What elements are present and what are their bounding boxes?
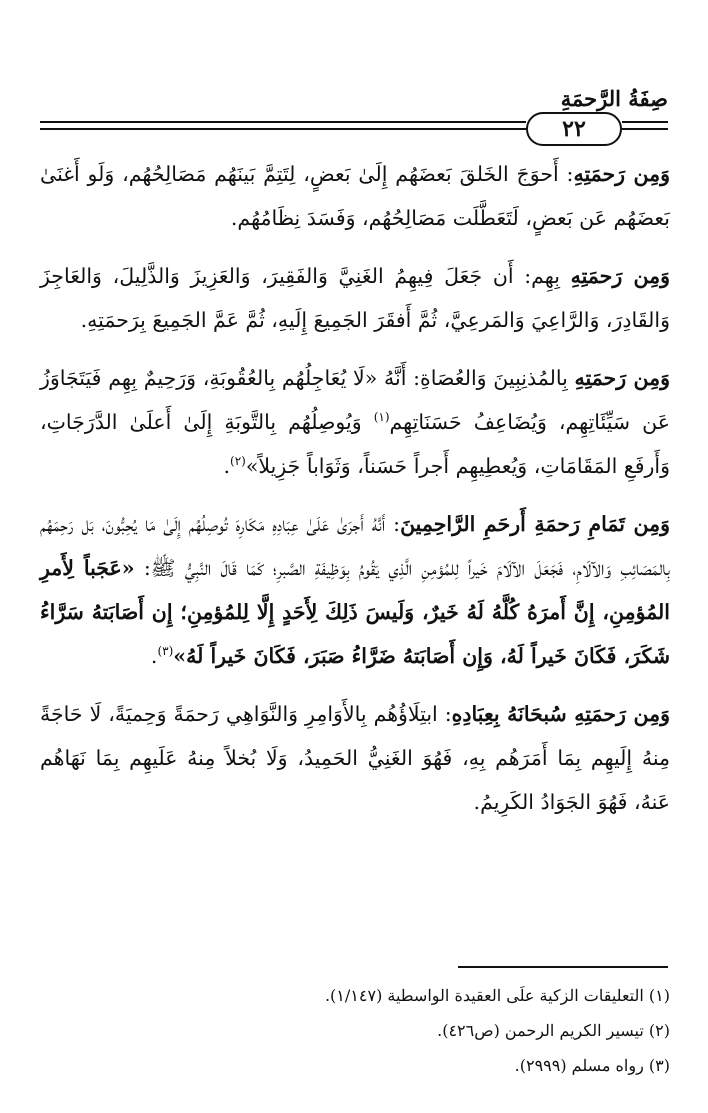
- paragraph-text: .: [223, 454, 231, 478]
- paragraph-text: بِهِم: أَن جَعَلَ فِيهِمُ الغَنِيَّ وَالفَقِيرَ، وَالعَزِيزَ وَالذَّلِيلَ، وَالعَاجِزَ وَالقَادِرَ، وَالرَّاعِيَ وَالمَرعِيَّ، ثُمَّ أَفقَرَ الجَمِيعَ إِلَيهِ، ثُمَّ عَمَّ الجَمِيعَ بِرَحمَتِهِ.: [40, 264, 670, 332]
- footnote-ref-3[interactable]: (٣): [157, 644, 174, 659]
- paragraph-lead: وَمِن تَمَامِ رَحمَةِ أَرحَمِ الرَّاحِمِينَ: [400, 512, 670, 536]
- page-number-badge: [526, 112, 622, 146]
- paragraph-1: [40, 152, 670, 240]
- footnotes: [40, 978, 670, 1083]
- paragraph-lead: وَمِن رَحمَتِهِ سُبحَانَهُ بِعِبَادِهِ: [451, 702, 671, 726]
- footnote-3: (٣) رواه مسلم (٢٩٩٩).: [514, 1056, 670, 1075]
- paragraph-lead: وَمِن رَحمَتِهِ: [574, 366, 670, 390]
- page-number: ٢٢: [562, 116, 586, 142]
- paragraph-lead: وَمِن رَحمَتِهِ: [573, 162, 671, 186]
- paragraph-text: وَيُوصِلُهُم بِالتَّوبَةِ إِلَىٰ أَعلَىٰ الدَّرَجَاتِ، وَأَرفَعِ المَقَامَاتِ، وَيُعطِيهِم أَجراً حَسَناً، وَثَوَاباً جَزِيلاً»: [40, 410, 670, 478]
- paragraph-4: [40, 502, 670, 678]
- footnote-1: (١) التعليقات الزكية علَى العقيدة الواسطية (١/١٤٧).: [324, 986, 670, 1005]
- footnote-2: (٢) تيسير الكريم الرحمن (ص٤٢٦).: [437, 1021, 670, 1040]
- header-rule-left: [40, 121, 526, 123]
- footnote-separator: [458, 966, 668, 968]
- paragraph-text: بِالمُذنِبِينَ وَالعُصَاةِ: أَنَّهُ «لَا يُعَاجِلُهُم بِالعُقُوبَةِ، وَرَحِيمٌ بِهِم فَيَتَجَاوَزُ عَن سَيِّئَاتِهِم، وَيُضَاعِفُ حَسَنَاتِهِم: [40, 366, 670, 434]
- header-rule-right-2: [622, 128, 668, 130]
- paragraph-5: [40, 692, 670, 824]
- paragraph-2: [40, 254, 670, 342]
- paragraph-lead: وَمِن رَحمَتِهِ: [570, 264, 670, 288]
- running-header-title: صِفَةُ الرَّحمَةِ: [560, 86, 668, 111]
- paragraph-3: [40, 356, 670, 488]
- paragraph-text: : أَحوَجَ الخَلقَ بَعضَهُم إِلَىٰ بَعضٍ، لِتَتِمَّ بَينَهُم مَصَالِحُهُم، وَلَو أَغنَىٰ بَعضَهُم عَن بَعضٍ، لَتَعَطَّلَت مَصَالِحُهُم، وَفَسَدَ نِظَامُهُم.: [40, 162, 670, 230]
- paragraph-text: : ابتِلَاؤُهُم بِالأَوَامِرِ وَالنَّوَاهِي رَحمَةً وَحِميَةً، لَا حَاجَةً مِنهُ إِلَيهِم بِمَا أَمَرَهُم بِهِ، فَهُوَ الغَنِيُّ الحَمِيدُ، وَلَا بُخلاً مِنهُ عَلَيهِم بِمَا نَهَاهُم عَنهُ، فَهُوَ الجَوَادُ الكَرِيمُ.: [40, 702, 670, 814]
- header-rule-left-2: [40, 128, 526, 130]
- footnote-ref-2[interactable]: (٢): [230, 454, 246, 469]
- hadith-quote: «عَجَباً لِأَمرِ المُؤمِنِ، إِنَّ أَمرَهُ كُلَّهُ لَهُ خَيرٌ، وَلَيسَ ذَلِكَ لِأَحَدٍ إِلَّا لِلمُؤمِنِ؛ إِن أَصَابَتهُ سَرَّاءُ شَكَرَ، فَكَانَ خَيراً لَهُ، وَإِن أَصَابَتهُ ضَرَّاءُ صَبَرَ، فَكَانَ خَيراً لَهُ»: [40, 556, 670, 668]
- footnote-ref-1[interactable]: (١): [373, 410, 390, 425]
- paragraph-text: : أَنَّهُ أَجرَىٰ عَلَىٰ عِبَادِهِ مَكَارِهَ تُوصِلُهُم إِلَىٰ مَا يُحِبُّونَ، بَل رَحِمَهُم بِالمَصَائِبِ وَالآلَامِ، فَجَعَلَ الآلَامَ خَيراً لِلمُؤمِنِ الَّذِي يَقُومُ بِوَظِيفَةِ الصَّبرِ؛ كَمَا قَالَ النَّبِيُّ ﷺ:: [40, 512, 670, 580]
- paragraph-text: .: [150, 644, 158, 668]
- main-text: [40, 152, 670, 838]
- header-rule-right: [622, 121, 668, 123]
